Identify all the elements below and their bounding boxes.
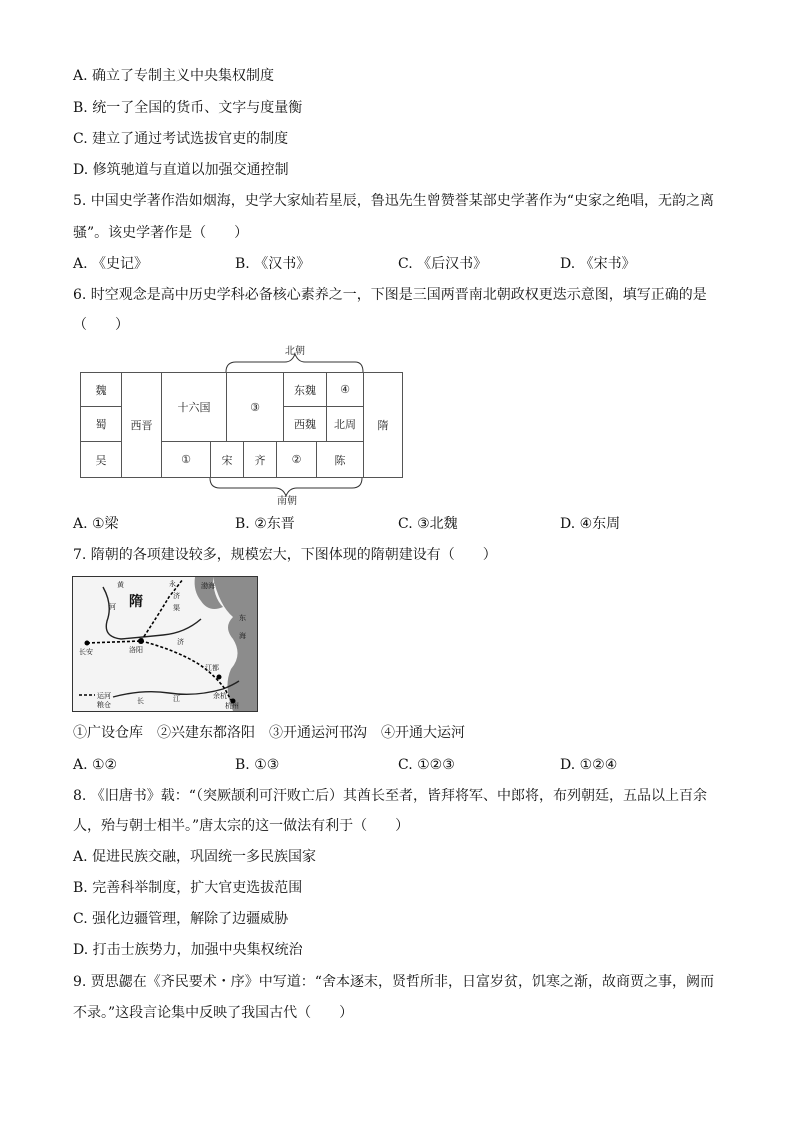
cell-song: 宋 [210, 441, 244, 478]
map-label-bohai: 渤海 [201, 582, 215, 590]
q4-option-a: A. 确立了专制主义中央集权制度 [73, 68, 275, 84]
map-label-ji: 济 [173, 592, 180, 600]
q5-option-d: D. 《宋书》 [560, 256, 636, 272]
q8-option-a: A. 促进民族交融，巩固统一多民族国家 [73, 849, 317, 865]
map-label-jiang: 江 [173, 695, 180, 703]
map-label-yong: 永 [169, 580, 176, 588]
map-label-huang: 黄 [117, 581, 124, 589]
q7-statements: ①广设仓库 ②兴建东都洛阳 ③开通运河邗沟 ④开通大运河 [73, 725, 465, 741]
cell-dongwei: 东魏 [283, 372, 327, 407]
q5-option-a: A. 《史记》 [73, 256, 149, 272]
map-label-hangzhou: 杭州 [225, 702, 239, 710]
dynasty-timeline-diagram [80, 340, 405, 510]
q8-stem-line2: 人，殆与朝士相半。”唐太宗的这一做法有利于（ ） [73, 818, 410, 834]
sui-canal-map [72, 576, 258, 712]
cell-xiwei: 西魏 [283, 406, 327, 442]
map-label-he: 河 [109, 603, 116, 611]
map-label-hai: 海 [239, 632, 246, 640]
q8-option-b: B. 完善科举制度，扩大官吏选拔范围 [73, 880, 303, 896]
cell-blank-4: ④ [326, 372, 364, 407]
q4-option-d: D. 修筑驰道与直道以加强交通控制 [73, 162, 289, 178]
cell-blank-1: ① [161, 441, 211, 478]
cell-sui: 隋 [363, 372, 403, 478]
map-label-chang: 长 [137, 697, 144, 705]
q7-option-a: A. ①② [73, 757, 118, 773]
cell-blank-2: ② [276, 441, 317, 478]
north-dynasties-label: 北朝 [285, 346, 305, 357]
map-label-luoyang: 洛阳 [129, 646, 143, 654]
q6-option-b: B. ②东晋 [235, 516, 295, 532]
cell-shiliuguo: 十六国 [161, 372, 227, 442]
cell-shu: 蜀 [80, 406, 122, 442]
cell-qi: 齐 [243, 441, 277, 478]
q7-option-b: B. ①③ [235, 757, 280, 773]
cell-beizhou: 北周 [326, 406, 364, 442]
q8-option-c: C. 强化边疆管理，解除了边疆威胁 [73, 911, 289, 927]
cell-wei: 魏 [80, 372, 122, 407]
q6-option-c: C. ③北魏 [398, 516, 458, 532]
map-label-yuhang: 余杭 [213, 692, 227, 700]
q5-stem-line1: 5. 中国史学著作浩如烟海，史学大家灿若星辰，鲁迅先生曾赞誉某部史学著作为“史家之绝唱，无韵之离 [73, 193, 714, 209]
map-legend-granary: 粮仓 [97, 701, 111, 709]
q4-option-c: C. 建立了通过考试选拔官吏的制度 [73, 131, 289, 147]
q7-option-d: D. ①②④ [560, 757, 618, 773]
cell-xijin: 西晋 [121, 372, 162, 478]
map-label-changan: 长安 [79, 648, 93, 656]
map-legend-canal: 运河 [97, 692, 111, 700]
q6-stem-line1: 6. 时空观念是高中历史学科必备核心素养之一，下图是三国两晋南北朝政权更迭示意图，填写正确的是 [73, 287, 707, 303]
q8-option-d: D. 打击士族势力，加强中央集权统治 [73, 942, 303, 958]
q4-option-b: B. 统一了全国的货币、文字与度量衡 [73, 100, 303, 116]
q5-stem-line2: 骚”。该史学著作是（ ） [73, 225, 249, 241]
q5-option-b: B. 《汉书》 [235, 256, 311, 272]
q9-stem-line2: 不录。”这段言论集中反映了我国古代（ ） [73, 1005, 354, 1021]
cell-wu: 吴 [80, 441, 122, 478]
map-label-qu: 渠 [173, 604, 180, 612]
cell-blank-3: ③ [226, 372, 284, 442]
q9-stem-line1: 9. 贾思勰在《齐民要术・序》中写道：“舍本逐末，贤哲所非，日富岁贫，饥寒之渐，故商贾之事，阙而 [73, 974, 714, 990]
map-label-dong: 东 [239, 614, 246, 622]
q6-option-d: D. ④东周 [560, 516, 621, 532]
q7-option-c: C. ①②③ [398, 757, 455, 773]
q6-stem-line2: （ ） [73, 317, 129, 333]
map-label-ji2: 济 [177, 638, 184, 646]
q8-stem-line1: 8. 《旧唐书》载：“（突厥颉利可汗败亡后）其酋长至者，皆拜将军、中郎将，布列朝廷，五品以上百余 [73, 788, 707, 804]
cell-chen: 陈 [316, 441, 364, 478]
q7-stem: 7. 隋朝的各项建设较多，规模宏大，下图体现的隋朝建设有（ ） [73, 547, 497, 563]
map-title-sui: 隋 [129, 594, 143, 610]
south-dynasties-label: 南朝 [277, 496, 297, 507]
map-label-jiangdu: 江都 [205, 664, 219, 672]
q6-option-a: A. ①梁 [73, 516, 119, 532]
q5-option-c: C. 《后汉书》 [398, 256, 488, 272]
